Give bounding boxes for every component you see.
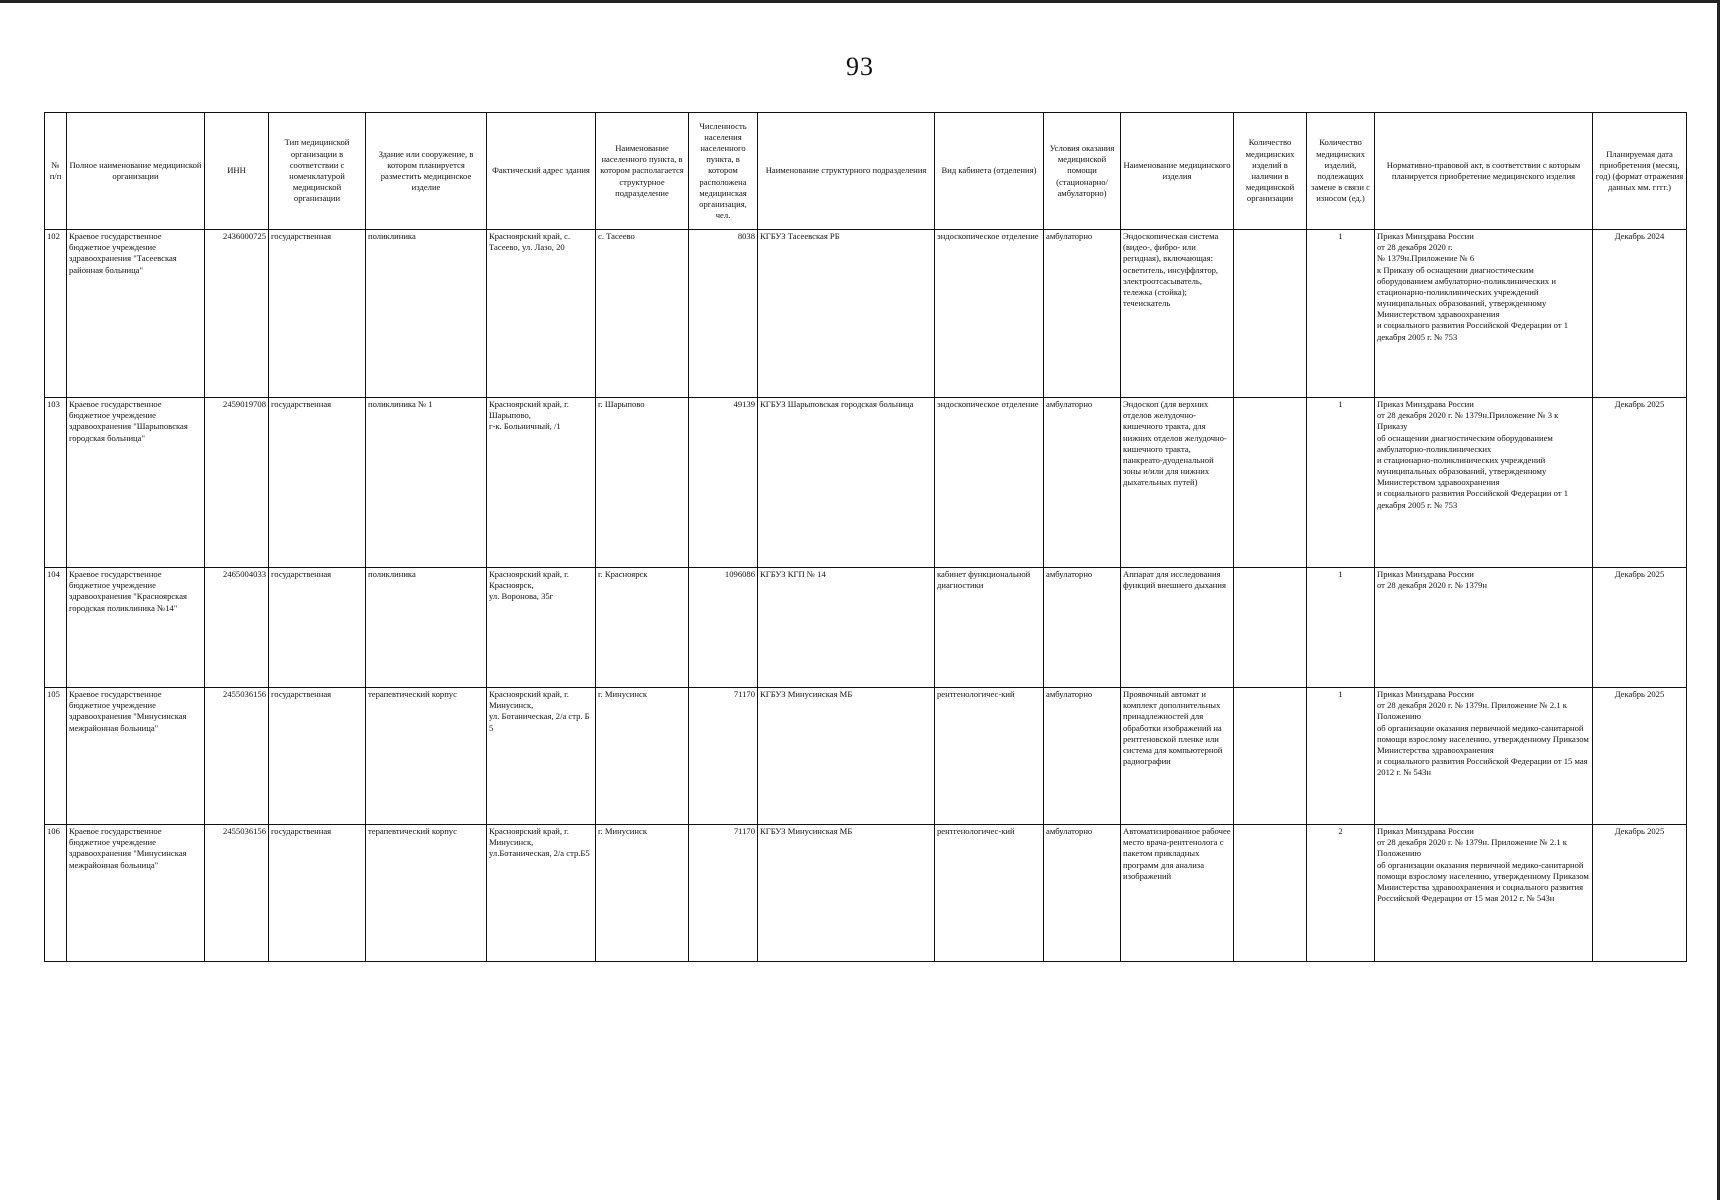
cell-unit: КГБУЗ Шарыповская городская больница — [758, 398, 935, 568]
cell-building: терапевтический корпус — [366, 825, 487, 962]
cell-unit: КГБУЗ Минусинская МБ — [758, 688, 935, 825]
table-row — [45, 398, 1687, 568]
cell-inn: 2455036156 — [205, 688, 269, 825]
cell-org: Краевое государственное бюджетное учреждение здравоохранения "Тасеевская районная больница" — [67, 230, 205, 398]
cell-replace: 1 — [1307, 688, 1375, 825]
cell-available — [1234, 688, 1307, 825]
cell-cabinet: рентгенологичес-кий — [935, 688, 1044, 825]
cell-available — [1234, 398, 1307, 568]
cell-replace: 1 — [1307, 230, 1375, 398]
cell-act: Приказ Минздрава России от 28 декабря 2020 г. № 1379н. Приложение № 2.1 к Положению об организации оказания первичной медико-санитарной помощи взрослому населению, утвержденному Приказом Министерства здравоохранения и социального развития Российской Федерации от 15 мая 2012 г. № 543н — [1375, 825, 1593, 962]
cell-device: Автоматизированное рабочее место врача-рентгенолога с пакетом прикладных программ для анализа изображений — [1121, 825, 1234, 962]
cell-device: Аппарат для исследования функций внешнего дыхания — [1121, 568, 1234, 688]
cell-conditions: амбулаторно — [1044, 688, 1121, 825]
cell-population: 8038 — [689, 230, 758, 398]
cell-cabinet: эндоскопическое отделение — [935, 398, 1044, 568]
cell-inn: 2459019708 — [205, 398, 269, 568]
cell-org: Краевое государственное бюджетное учреждение здравоохранения "Минусинская межрайонная больница" — [67, 688, 205, 825]
col-header-inn: ИНН — [205, 113, 269, 230]
cell-population: 71170 — [689, 688, 758, 825]
cell-num: 106 — [45, 825, 67, 962]
col-header-type: Тип медицинской организации в соответствии с номенклатурой медицинской организации — [269, 113, 366, 230]
cell-conditions: амбулаторно — [1044, 568, 1121, 688]
col-header-act: Нормативно-правовой акт, в соответствии с которым планируется приобретение медицинского изделия — [1375, 113, 1593, 230]
table-row — [45, 688, 1687, 825]
cell-num: 103 — [45, 398, 67, 568]
table-row — [45, 825, 1687, 962]
cell-inn: 2465004033 — [205, 568, 269, 688]
cell-replace: 1 — [1307, 398, 1375, 568]
cell-org: Краевое государственное бюджетное учреждение здравоохранения "Шарыповская городская больница" — [67, 398, 205, 568]
page-top-edge — [0, 0, 1720, 3]
cell-device: Эндоскопическая система (видео-, фибро- или регидная), включающая: осветитель, инсуффлятор, электроотсасыватель, тележка (стойка); течеискатель — [1121, 230, 1234, 398]
col-header-locality: Наименование населенного пункта, в котором располагается структурное подразделение — [596, 113, 689, 230]
cell-type: государственная — [269, 688, 366, 825]
cell-unit: КГБУЗ Минусинская МБ — [758, 825, 935, 962]
cell-address: Красноярский край, г. Минусинск, ул.Ботаническая, 2/а стр.Б5 — [487, 825, 596, 962]
col-header-address: Фактический адрес здания — [487, 113, 596, 230]
cell-num: 105 — [45, 688, 67, 825]
cell-act: Приказ Минздрава России от 28 декабря 2020 г. № 1379н.Приложение № 3 к Приказу об оснащении диагностическим оборудованием амбулаторно-поликлинических и стационарно-поликлинических учреждений муниципальных образований, утвержденному Министерством здравоохранения и социального развития Российской Федерации от 1 декабря 2005 г. № 753 — [1375, 398, 1593, 568]
cell-available — [1234, 825, 1307, 962]
cell-conditions: амбулаторно — [1044, 398, 1121, 568]
cell-date: Декабрь 2025 — [1593, 688, 1687, 825]
cell-type: государственная — [269, 825, 366, 962]
cell-building: терапевтический корпус — [366, 688, 487, 825]
cell-type: государственная — [269, 230, 366, 398]
cell-inn: 2436000725 — [205, 230, 269, 398]
table-row — [45, 230, 1687, 398]
cell-date: Декабрь 2025 — [1593, 825, 1687, 962]
cell-cabinet: эндоскопическое отделение — [935, 230, 1044, 398]
col-header-cabinet: Вид кабинета (отделения) — [935, 113, 1044, 230]
cell-replace: 1 — [1307, 568, 1375, 688]
cell-address: Красноярский край, г. Минусинск, ул. Ботаническая, 2/а стр. Б 5 — [487, 688, 596, 825]
table-row — [45, 568, 1687, 688]
cell-address: Красноярский край, г. Шарыпово, г-к. Больничный, /1 — [487, 398, 596, 568]
cell-unit: КГБУЗ Тасеевская РБ — [758, 230, 935, 398]
cell-population: 1096086 — [689, 568, 758, 688]
cell-unit: КГБУЗ КГП № 14 — [758, 568, 935, 688]
cell-conditions: амбулаторно — [1044, 230, 1121, 398]
cell-locality: г. Шарыпово — [596, 398, 689, 568]
col-header-building: Здание или сооружение, в котором планируется разместить медицинское изделие — [366, 113, 487, 230]
cell-replace: 2 — [1307, 825, 1375, 962]
cell-locality: с. Тасеево — [596, 230, 689, 398]
cell-conditions: амбулаторно — [1044, 825, 1121, 962]
cell-type: государственная — [269, 398, 366, 568]
cell-cabinet: рентгенологичес-кий — [935, 825, 1044, 962]
cell-device: Проявочный автомат и комплект дополнительных принадлежностей для обработки изображений на рентгеновской пленке или система для компьютерной радиографии — [1121, 688, 1234, 825]
cell-address: Красноярский край, г. Красноярск, ул. Воронова, 35г — [487, 568, 596, 688]
cell-building: поликлиника — [366, 568, 487, 688]
col-header-num: № п/п — [45, 113, 67, 230]
cell-available — [1234, 230, 1307, 398]
cell-num: 102 — [45, 230, 67, 398]
cell-num: 104 — [45, 568, 67, 688]
col-header-population: Численность населения населенного пункта, в котором расположена медицинская организация, чел. — [689, 113, 758, 230]
page-number: 93 — [846, 52, 874, 81]
col-header-conditions: Условия оказания медицинской помощи (стационарно/ амбулаторно) — [1044, 113, 1121, 230]
cell-population: 49139 — [689, 398, 758, 568]
cell-locality: г. Красноярск — [596, 568, 689, 688]
cell-org: Краевое государственное бюджетное учреждение здравоохранения "Красноярская городская поликлиника №14" — [67, 568, 205, 688]
cell-date: Декабрь 2025 — [1593, 568, 1687, 688]
cell-cabinet: кабинет функциональной диагностики — [935, 568, 1044, 688]
cell-act: Приказ Минздрава России от 28 декабря 2020 г. № 1379н. Приложение № 2.1 к Положению об организации оказания первичной медико-санитарной помощи взрослому населению, утвержденному Приказом Министерства здравоохранения и социального развития Российской Федерации от 15 мая 2012 г. № 543н — [1375, 688, 1593, 825]
cell-population: 71170 — [689, 825, 758, 962]
equipment-table — [44, 112, 1687, 962]
col-header-unit: Наименование структурного подразделения — [758, 113, 935, 230]
cell-inn: 2455036156 — [205, 825, 269, 962]
cell-building: поликлиника — [366, 230, 487, 398]
col-header-org: Полное наименование медицинской организации — [67, 113, 205, 230]
cell-type: государственная — [269, 568, 366, 688]
cell-address: Красноярский край, с. Тасеево, ул. Лазо, 20 — [487, 230, 596, 398]
cell-locality: г. Минусинск — [596, 825, 689, 962]
col-header-date: Планируемая дата приобретения (месяц, год) (формат отражения данных мм. гггг.) — [1593, 113, 1687, 230]
cell-org: Краевое государственное бюджетное учреждение здравоохранения "Минусинская межрайонная больница" — [67, 825, 205, 962]
cell-date: Декабрь 2024 — [1593, 230, 1687, 398]
cell-locality: г. Минусинск — [596, 688, 689, 825]
cell-available — [1234, 568, 1307, 688]
col-header-available: Количество медицинских изделий в наличии в медицинской организации — [1234, 113, 1307, 230]
col-header-replace: Количество медицинских изделий, подлежащих замене в связи с износом (ед.) — [1307, 113, 1375, 230]
col-header-device: Наименование медицинского изделия — [1121, 113, 1234, 230]
cell-device: Эндоскоп (для верхних отделов желудочно-кишечного тракта, для нижних отделов желудочно-кишечного тракта, панкреато-дуоденальной зоны и/или для нижних дыхательных путей) — [1121, 398, 1234, 568]
table-header-row — [45, 113, 1687, 230]
cell-building: поликлиника № 1 — [366, 398, 487, 568]
cell-act: Приказ Минздрава России от 28 декабря 2020 г. № 1379н — [1375, 568, 1593, 688]
cell-act: Приказ Минздрава России от 28 декабря 2020 г. № 1379н.Приложение № 6 к Приказу об оснащении диагностическим оборудованием амбулаторно-поликлинических и стационарно-поликлинических учреждений муниципальных образований, утвержденному Министерством здравоохранения и социального развития Российской Федерации от 1 декабря 2005 г. № 753 — [1375, 230, 1593, 398]
cell-date: Декабрь 2025 — [1593, 398, 1687, 568]
